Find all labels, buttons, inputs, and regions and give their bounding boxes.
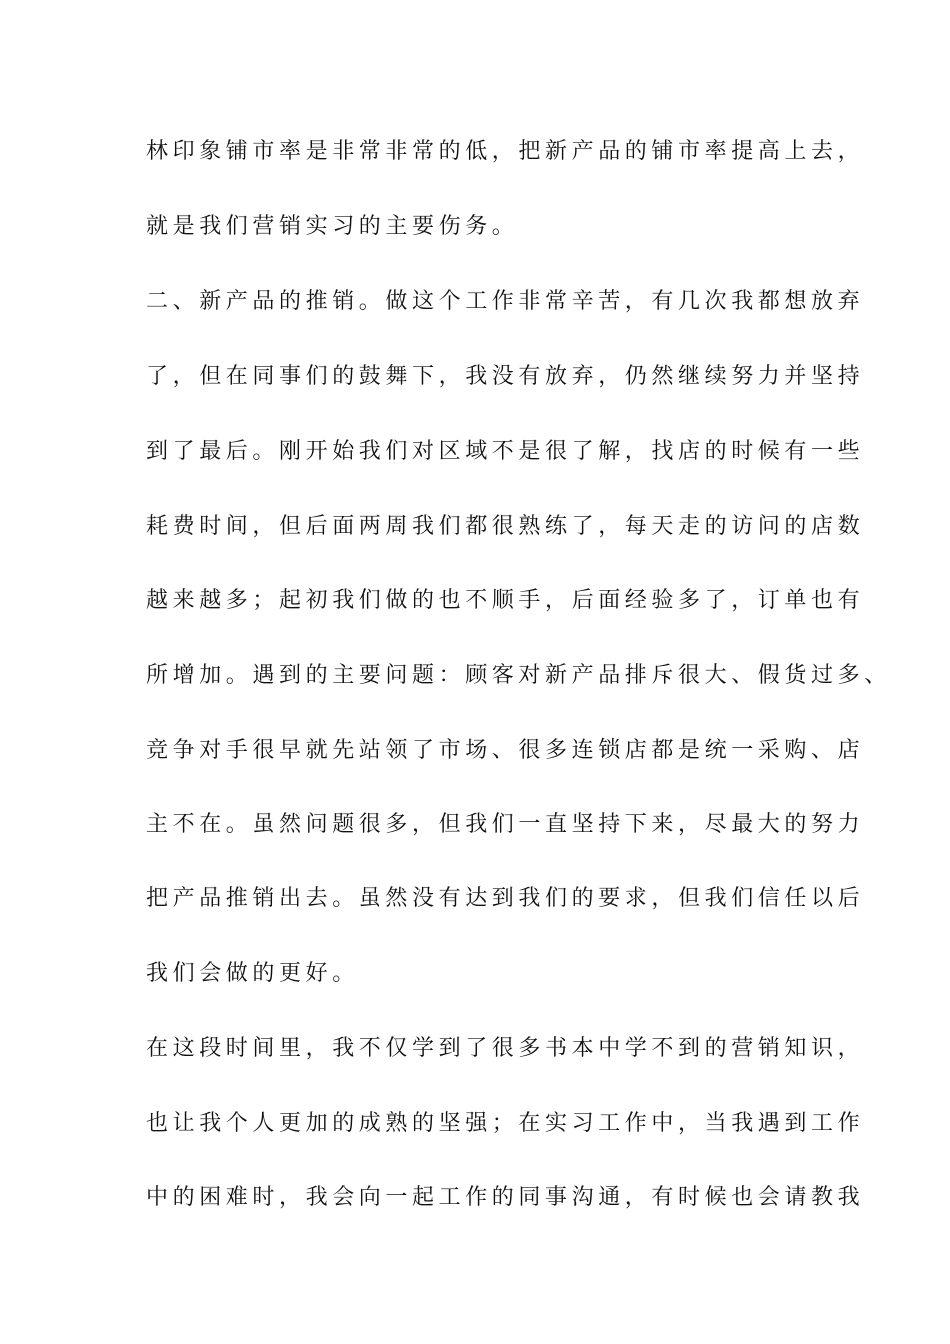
text-line: 所增加。遇到的主要问题：顾客对新产品排斥很大、假货过多、 (146, 663, 891, 688)
text-line: 耗费时间，但后面两周我们都很熟练了，每天走的访问的店数 (146, 514, 865, 539)
text-line: 把产品推销出去。虽然没有达到我们的要求，但我们信任以后 (146, 886, 865, 911)
text-line: 了，但在同事们的鼓舞下，我没有放弃，仍然继续努力并坚持 (146, 364, 865, 389)
text-line: 主不在。虽然问题很多，但我们一直坚持下来，尽最大的努力 (146, 812, 865, 837)
text-line: 就是我们营销实习的主要伤务。 (146, 214, 519, 239)
text-line: 也让我个人更加的成熟的坚强；在实习工作中，当我遇到工作 (146, 1111, 865, 1136)
text-line: 我们会做的更好。 (146, 961, 359, 986)
text-line: 二、新产品的推销。做这个工作非常辛苦，有几次我都想放弃 (146, 289, 865, 314)
text-line: 林印象铺市率是非常非常的低，把新产品的铺市率提高上去， (146, 139, 865, 164)
text-line: 中的困难时，我会向一起工作的同事沟通，有时候也会请教我 (146, 1185, 865, 1210)
text-line: 在这段时间里，我不仅学到了很多书本中学不到的营销知识， (146, 1036, 865, 1061)
text-line: 到了最后。刚开始我们对区域不是很了解，找店的时候有一些 (146, 439, 865, 464)
text-line: 越来越多；起初我们做的也不顺手，后面经验多了，订单也有 (146, 588, 865, 613)
text-line: 竞争对手很早就先站领了市场、很多连锁店都是统一采购、店 (146, 738, 865, 763)
